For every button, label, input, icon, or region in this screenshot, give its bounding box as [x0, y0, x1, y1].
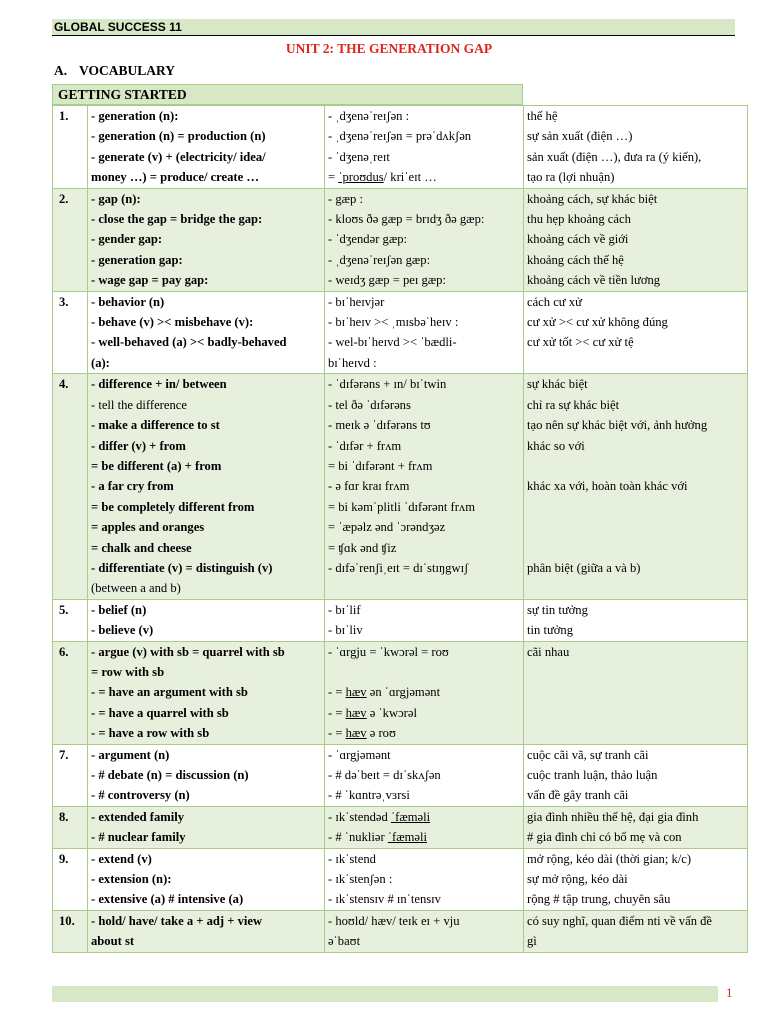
english-cell	[88, 291, 325, 374]
en-line: - generate (v) + (electricity/ idea/	[91, 149, 266, 164]
vi-line	[527, 497, 744, 517]
vi-line: sự sản xuất (điện …)	[527, 129, 633, 144]
row-number: 1.	[53, 106, 88, 189]
phonetic-cell	[325, 188, 524, 291]
ipa-line: - bɪˈliv	[328, 623, 363, 638]
en-line: - a far cry from	[91, 479, 174, 494]
phonetic-cell	[325, 374, 524, 599]
row-number: 5.	[53, 599, 88, 641]
vi-line: cư xử tốt >< cư xử tệ	[527, 335, 634, 350]
ipa-line: = ʧɑk ənd ʧiz	[328, 540, 397, 555]
en-line: - close the gap = bridge the gap:	[91, 212, 263, 227]
en-line: = be completely different from	[91, 499, 255, 514]
ipa-line: əˈbaʊt	[328, 934, 361, 949]
ipa-line: - ə fɑr kraɪ frʌm	[328, 479, 410, 494]
vi-line: thế hệ	[527, 109, 558, 123]
english-cell	[88, 106, 325, 189]
row-number: 10.	[53, 910, 88, 952]
vi-line: cư xử >< cư xử không đúng	[527, 315, 668, 330]
vi-line: cách cư xử	[527, 294, 582, 309]
vietnamese-cell	[524, 641, 748, 744]
header-bar	[52, 19, 735, 36]
vi-line	[527, 517, 744, 537]
en-line: (between a and b)	[91, 581, 181, 596]
vi-line: gì	[527, 934, 537, 949]
table-row	[53, 291, 748, 374]
ipa-line: - ɪkˈstenʃən :	[328, 872, 393, 887]
ipa-line: - ˈdɪfər + frʌm	[328, 438, 402, 453]
vi-line	[527, 538, 744, 558]
ipa-line: - weɪdʒ gæp = peɪ gæp:	[328, 273, 446, 288]
en-line: - argument (n)	[91, 747, 170, 762]
en-line: - generation gap:	[91, 252, 183, 267]
ipa-line: - hoʊld/ hæv/ teɪk eɪ + vju	[328, 913, 460, 928]
vi-line: sự khác biệt	[527, 377, 588, 392]
ipa-line: - ˈɑrgju = ˈkwɔrəl = roʊ	[328, 644, 449, 659]
vietnamese-cell	[524, 106, 748, 189]
en-line: - extend (v)	[91, 851, 152, 866]
ipa-line: - # dəˈbeɪt = dɪˈskʌʃən	[328, 768, 441, 782]
page-number: 1	[726, 985, 733, 1000]
vietnamese-cell	[524, 374, 748, 599]
en-line: - generation (n):	[91, 109, 179, 123]
vi-line: cuộc cãi vã, sự tranh cãi	[527, 747, 649, 762]
ipa-line: = bi ˈdɪfərənt + frʌm	[328, 458, 433, 473]
footer-bar	[52, 986, 718, 1002]
vocabulary-table	[52, 105, 748, 953]
phonetic-cell	[325, 806, 524, 848]
vi-line: sự mở rộng, kéo dài	[527, 872, 628, 887]
en-line: - behavior (n)	[91, 294, 165, 309]
book-title: GLOBAL SUCCESS 11	[54, 20, 182, 34]
en-line: - generation (n) = production (n)	[91, 129, 266, 144]
en-line: = chalk and cheese	[91, 540, 192, 555]
ipa-line: - = hæv ən ˈɑrgjəmənt	[328, 685, 441, 700]
en-line: - hold/ have/ take a + adj + view	[91, 913, 263, 928]
vi-line: cuộc tranh luận, thảo luận	[527, 768, 658, 782]
ipa-line: - wel-bɪˈheɪvd >< ˈbædli-	[328, 335, 457, 350]
table-row	[53, 599, 748, 641]
ipa-line: - # ˈnukliər ˈfæməli	[328, 830, 427, 845]
ipa-line: - tel ðə ˈdɪfərəns	[328, 397, 411, 412]
vi-line: có suy nghĩ, quan điểm nti về vấn đề	[527, 913, 713, 928]
ipa-line	[328, 662, 520, 682]
vietnamese-cell	[524, 744, 748, 806]
vi-line: thu hẹp khoảng cách	[527, 212, 631, 227]
table-row	[53, 188, 748, 291]
en-line: - difference + in/ between	[91, 377, 227, 392]
ipa-line: - ˈɑrgjəmənt	[328, 747, 391, 762]
en-line: - make a difference to st	[91, 418, 220, 433]
vi-line: khoảng cách về giới	[527, 232, 629, 247]
phonetic-cell	[325, 848, 524, 910]
en-line: - # nuclear family	[91, 830, 186, 845]
ipa-line: - ɪkˈstend	[328, 851, 376, 866]
vi-line: khoảng cách về tiền lương	[527, 273, 661, 288]
vi-line: phân biệt (giữa a và b)	[527, 560, 641, 575]
en-line: - tell the difference	[91, 397, 187, 412]
en-line: - differentiate (v) = distinguish (v)	[91, 560, 273, 575]
en-line: - extended family	[91, 809, 185, 824]
vietnamese-cell	[524, 599, 748, 641]
ipa-line: - ˈdʒendər gæp:	[328, 232, 408, 247]
ipa-line: = ˈproʊdus/ kriˈeɪt …	[328, 170, 437, 185]
en-line: - = have a row with sb	[91, 726, 210, 741]
en-line: = apples and oranges	[91, 520, 205, 535]
vi-line: rộng # tập trung, chuyên sâu	[527, 892, 671, 907]
vi-line: cãi nhau	[527, 644, 570, 659]
row-number: 4.	[53, 374, 88, 599]
vi-line: tạo nên sự khác biệt với, ảnh hưởng	[527, 418, 708, 433]
en-line: - = have a quarrel with sb	[91, 705, 229, 720]
english-cell	[88, 599, 325, 641]
ipa-line: - ˌdʒenəˈreɪʃən gæp:	[328, 252, 431, 267]
vi-line: # gia đình chỉ có bố mẹ và con	[527, 830, 682, 845]
en-line: - behave (v) >< misbehave (v):	[91, 315, 254, 330]
section-heading	[54, 62, 175, 80]
en-line: - belief (n)	[91, 602, 147, 617]
vietnamese-cell	[524, 910, 748, 952]
english-cell	[88, 188, 325, 291]
ipa-line: - ˈdʒenəˌreɪt	[328, 149, 390, 164]
en-line: - differ (v) + from	[91, 438, 186, 453]
english-cell	[88, 641, 325, 744]
section-letter: A.	[54, 63, 68, 78]
table-row	[53, 806, 748, 848]
unit-title: UNIT 2: THE GENERATION GAP	[285, 41, 493, 56]
phonetic-cell	[325, 641, 524, 744]
en-line: - gender gap:	[91, 232, 163, 247]
en-line: - wage gap = pay gap:	[91, 273, 209, 288]
en-line: - argue (v) with sb = quarrel with sb	[91, 644, 285, 659]
ipa-line: - ɪkˈstendəd ˈfæməli	[328, 809, 431, 824]
ipa-line: - = hæv ə ˈkwɔrəl	[328, 705, 417, 720]
en-line: - well-behaved (a) >< badly-behaved	[91, 335, 287, 350]
english-cell	[88, 910, 325, 952]
table-row	[53, 848, 748, 910]
vi-line: sản xuất (điện …), đưa ra (ý kiến),	[527, 149, 702, 164]
en-line: about st	[91, 934, 135, 949]
section-title: VOCABULARY	[79, 63, 176, 78]
ipa-line: - ˈdɪfərəns + ɪn/ bɪˈtwin	[328, 377, 447, 392]
ipa-line: = ˈæpəlz ənd ˈɔrəndʒəz	[328, 520, 446, 535]
phonetic-cell	[325, 744, 524, 806]
vietnamese-cell	[524, 188, 748, 291]
vi-line: mở rộng, kéo dài (thời gian; k/c)	[527, 851, 692, 866]
vi-line: vấn đề gây tranh cãi	[527, 788, 629, 803]
ipa-line: - meɪk ə ˈdɪfərəns tʊ	[328, 418, 431, 433]
en-line: money …) = produce/ create …	[91, 170, 259, 185]
row-number: 3.	[53, 291, 88, 374]
en-line: - extension (n):	[91, 872, 172, 887]
table-row	[53, 744, 748, 806]
vi-line: khác so với	[527, 438, 585, 453]
ipa-line: - bɪˈheɪvjər	[328, 294, 385, 309]
en-line: - = have an argument with sb	[91, 685, 248, 700]
row-number: 6.	[53, 641, 88, 744]
vi-line	[527, 456, 744, 476]
vietnamese-cell	[524, 291, 748, 374]
phonetic-cell	[325, 291, 524, 374]
en-line: (a):	[91, 355, 110, 370]
phonetic-cell	[325, 910, 524, 952]
en-line: - extensive (a) # intensive (a)	[91, 892, 244, 907]
en-line: = be different (a) + from	[91, 458, 222, 473]
table-row	[53, 106, 748, 189]
row-number: 7.	[53, 744, 88, 806]
phonetic-cell	[325, 599, 524, 641]
en-line: - # controversy (n)	[91, 788, 190, 803]
ipa-line: = bi kəmˈplitli ˈdɪfərənt frʌm	[328, 499, 475, 514]
subsection-title: GETTING STARTED	[58, 87, 187, 102]
ipa-line: - # ˈkɑntrəˌvɜrsi	[328, 788, 410, 803]
vi-line: khoảng cách, sự khác biệt	[527, 191, 658, 206]
en-line: - gap (n):	[91, 191, 141, 206]
en-line: = row with sb	[91, 664, 165, 679]
vi-line: gia đình nhiều thế hệ, đại gia đình	[527, 809, 699, 824]
ipa-line: - ɪkˈstensɪv # ɪnˈtensɪv	[328, 892, 441, 907]
subsection-tab	[52, 84, 523, 105]
en-line: - # debate (n) = discussion (n)	[91, 768, 249, 782]
vi-line: khác xa với, hoàn toàn khác với	[527, 479, 688, 494]
ipa-line: bɪˈheɪvd :	[328, 355, 377, 370]
english-cell	[88, 848, 325, 910]
row-number: 9.	[53, 848, 88, 910]
ipa-line: - bɪˈheɪv >< ˌmɪsbəˈheɪv :	[328, 315, 459, 330]
ipa-line: - = hæv ə roʊ	[328, 726, 396, 741]
ipa-line: - bɪˈlif	[328, 602, 361, 617]
table-row	[53, 910, 748, 952]
ipa-line: - kloʊs ðə gæp = brɪdʒ ðə gæp:	[328, 212, 485, 227]
en-line: - believe (v)	[91, 623, 154, 638]
vi-line: chỉ ra sự khác biệt	[527, 397, 620, 412]
row-number: 2.	[53, 188, 88, 291]
english-cell	[88, 374, 325, 599]
table-row	[53, 641, 748, 744]
english-cell	[88, 806, 325, 848]
vi-line: tin tưởng	[527, 623, 574, 638]
table-row	[53, 374, 748, 599]
row-number: 8.	[53, 806, 88, 848]
vi-line: tạo ra (lợi nhuận)	[527, 170, 615, 185]
phonetic-cell	[325, 106, 524, 189]
ipa-line: - dɪfəˈrenʃiˌeɪt = dɪˈstɪŋgwɪʃ	[328, 560, 469, 575]
ipa-line: - ˌdʒenəˈreɪʃən :	[328, 109, 410, 123]
vi-line: khoảng cách thế hệ	[527, 252, 624, 267]
vietnamese-cell	[524, 806, 748, 848]
vietnamese-cell	[524, 848, 748, 910]
ipa-line: - gæp :	[328, 191, 363, 206]
ipa-line: - ˌdʒenəˈreɪʃən = prəˈdʌkʃən	[328, 129, 472, 144]
english-cell	[88, 744, 325, 806]
vi-line: sự tin tưởng	[527, 602, 588, 617]
